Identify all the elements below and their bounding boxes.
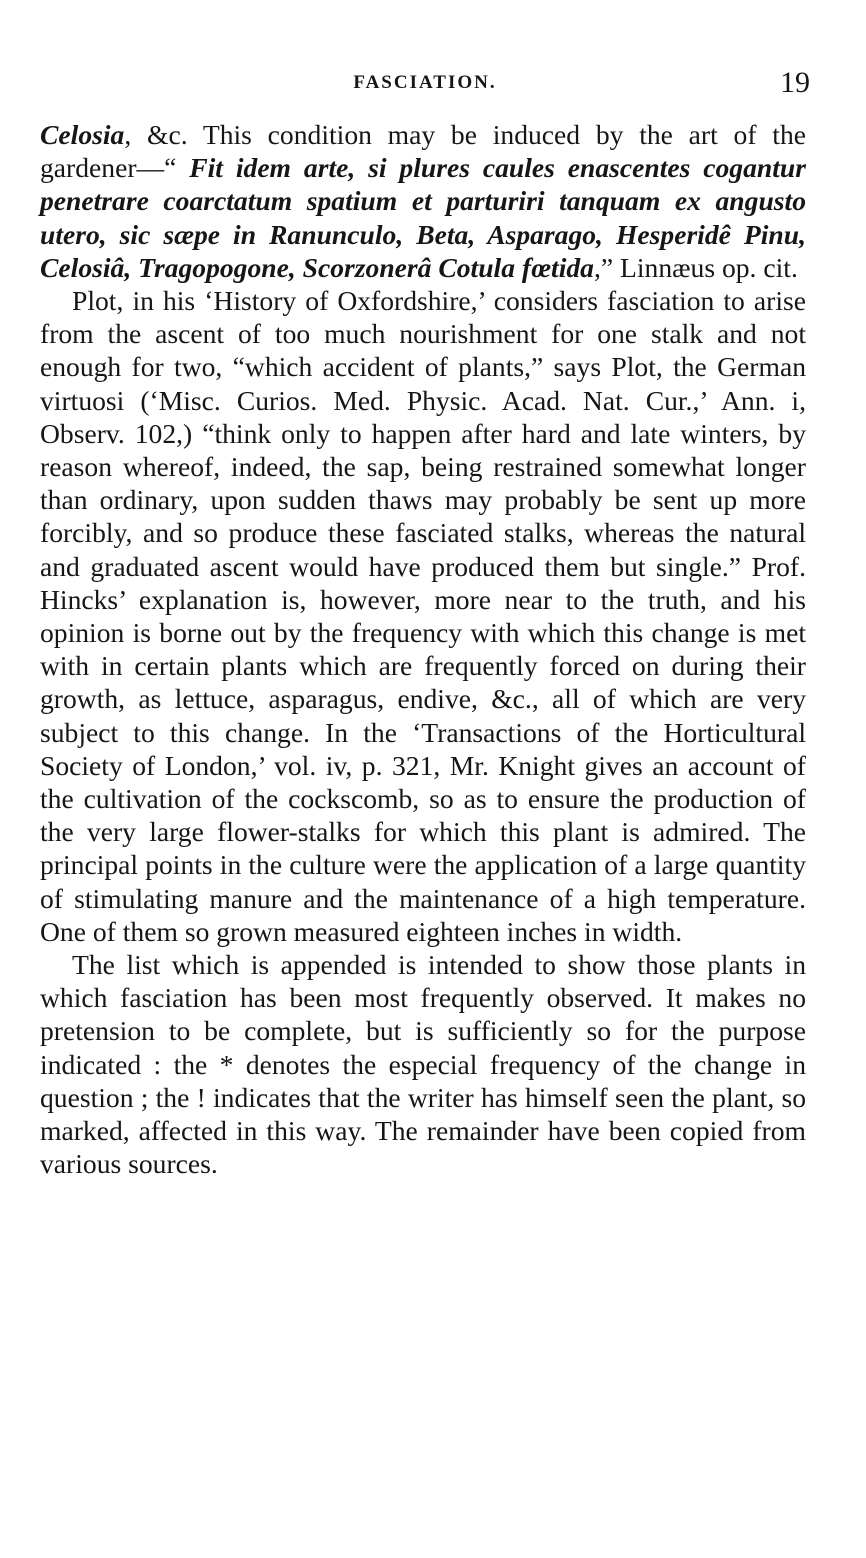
paragraph-1 bbox=[40, 118, 806, 284]
page-header bbox=[40, 66, 810, 106]
body-text bbox=[40, 118, 806, 1181]
text-segment: Celosia bbox=[40, 119, 125, 150]
text-segment: Plot, in his ‘History of Oxfordshire,’ considers fasciation to arise from the ascent of too much nourishment for one stalk and not enough for two, “which accident of plants,” says Plot, the German virtuosi (‘Misc. Curios. Med. Physic. Acad. Nat. Cur.,’ Ann. i, Observ. 102,) “think only to happen after hard and late winters, by reason whereof, indeed, the sap, being restrained somewhat longer than ordinary, upon sudden thaws may probably be sent up more forcibly, and so produce these fasciated stalks, whereas the natural and graduated ascent would have produced them but single.” Prof. Hincks’ explanation is, however, more near to the truth, and his opinion is borne out by the frequency with which this change is met with in certain plants which are frequently forced on during their growth, as lettuce, asparagus, endive, &c., all of which are very subject to this change. In the ‘Transactions of the Horticultural Society of London,’ vol. iv, p. 321, Mr. Knight gives an account of the cultivation of the cockscomb, so as to ensure the production of the very large flower-stalks for which this plant is admired. The principal points in the culture were the application of a large quantity of stimulating manure and the maintenance of a high temperature. One of them so grown measured eighteen inches in width. bbox=[40, 285, 806, 947]
paragraph-3 bbox=[40, 948, 806, 1180]
paragraph-2 bbox=[40, 284, 806, 948]
text-segment: The list which is appended is intended to show those plants in which fasciation has been most frequently observed. It makes no pretension to be complete, but is sufficiently so for the purpose indicated : the * denotes the especial frequency of the change in question ; the ! indicates that the writer has himself seen the plant, so marked, affected in this way. The remainder have been copied from various sources. bbox=[40, 949, 806, 1180]
page-number: 19 bbox=[780, 66, 810, 99]
text-segment: ,” Linnæus op. cit. bbox=[593, 251, 798, 283]
running-title: FASCIATION. bbox=[353, 72, 497, 93]
text-segment: , &c. This condition may be induced by the art of the gardener—“ bbox=[40, 119, 806, 184]
text-segment: Fit idem arte, si plures caules enascentes cogantur penetrare coarctatum spatium et parturiri tanquam ex angusto utero, sic sæpe in Ranunculo, Beta, Asparago, Hesperidê Pinu, Celosiâ, Tragopogone, Scorzonerâ Cotula fœtida bbox=[40, 152, 806, 283]
